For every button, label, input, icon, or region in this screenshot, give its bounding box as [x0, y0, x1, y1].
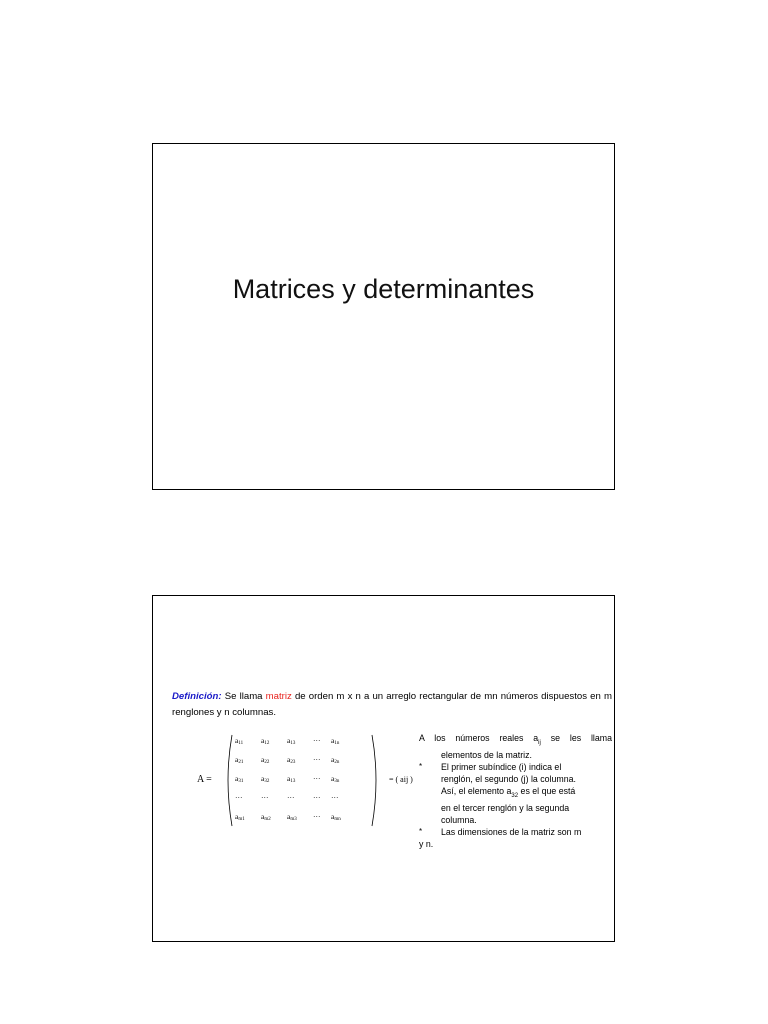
matrix-cell: ···	[313, 736, 321, 745]
matrix-cell: ···	[331, 793, 339, 802]
matrix-cell: $a_{1n}$	[331, 736, 340, 746]
matrix-cell: ···	[287, 793, 295, 802]
notes-b1-l3a: Así, el elemento a	[441, 785, 512, 796]
notes-bullet-1-line-3	[419, 785, 612, 802]
matrix-cell: ···	[313, 755, 321, 764]
matrix-cell: ···	[261, 793, 269, 802]
matrix-cell: $a_{mn}$	[331, 812, 341, 822]
notes-intro-a: A los números reales a	[419, 733, 539, 743]
matrix-row	[235, 755, 375, 774]
matrix-cell: ···	[313, 774, 321, 783]
definition-term: Definición:	[172, 691, 222, 702]
matrix-cell: $a_{m2}$	[261, 812, 271, 822]
notes-intro-sub: ij	[538, 739, 541, 746]
matrix-cell: ···	[235, 793, 243, 802]
matrix-cell: $a_{32}$	[261, 774, 270, 784]
definition-text-b: de orden m x n a un arreglo rectangular de mn números dispuestos en m renglones y n columnas.	[172, 691, 612, 718]
matrix-figure	[193, 734, 413, 829]
matrix-cell: $a_{m1}$	[235, 812, 245, 822]
matrix-cell: $a_{13}$	[287, 736, 296, 746]
matrix-cell: $a_{3n}$	[331, 774, 340, 784]
notes-b1-l3sub: 32	[511, 792, 519, 799]
notes-intro-continued: elementos de la matriz.	[441, 749, 532, 760]
matrix-cell: $a_{22}$	[261, 755, 270, 765]
notes-bullet-1-line-4: en el tercer renglón y la segunda	[441, 802, 570, 813]
definition-keyword: matriz	[265, 691, 292, 702]
matrix-row	[235, 812, 375, 831]
bullet-star-icon: *	[419, 826, 423, 836]
notes-intro	[419, 732, 612, 749]
matrix-cell: $a_{2n}$	[331, 755, 340, 765]
slide-title: Matrices y determinantes	[232, 274, 535, 304]
notes-bullet-2	[419, 826, 612, 838]
matrix-cell: $a_{12}$	[261, 736, 270, 746]
matrix-cell: $a_{11}$	[235, 736, 244, 746]
matrix-row	[235, 774, 375, 793]
notes-intro-b: se les llama	[540, 733, 612, 743]
matrix-name-label: A =	[197, 774, 212, 785]
definition-paragraph	[172, 689, 612, 721]
matrix-cell: $a_{31}$	[235, 774, 244, 784]
matrix-cell: $a_{21}$	[235, 755, 244, 765]
matrix-equals-label: = ( aij )	[389, 775, 413, 784]
right-parenthesis	[371, 734, 381, 827]
notes-bullet-1-line-1: El primer subíndice (i) indica el	[441, 761, 562, 772]
left-parenthesis	[223, 734, 233, 827]
notes-bullet-1	[419, 761, 612, 773]
notes-bullet-2-line-2: y n.	[419, 838, 434, 849]
slide-definition	[152, 595, 615, 942]
matrix-row	[235, 793, 375, 812]
notes-b1-l3b: es el que está	[518, 785, 576, 796]
matrix-cell: ···	[313, 812, 321, 821]
notes-bullet-2-line-1: Las dimensiones de la matriz son m	[441, 826, 582, 837]
notes-bullet-1-line-2: renglón, el segundo (j) la columna.	[441, 773, 576, 784]
matrix-cell: $a_{23}$	[287, 755, 296, 765]
definition-text-a: Se llama	[221, 691, 266, 702]
matrix-notes	[419, 732, 612, 850]
matrix-cell: $a_{m3}$	[287, 812, 297, 822]
matrix-row	[235, 736, 375, 755]
matrix-cell: ···	[313, 793, 321, 802]
slide-title-page	[152, 143, 615, 490]
notes-bullet-1-line-5: columna.	[441, 814, 477, 825]
matrix-cells	[235, 736, 375, 831]
bullet-star-icon: *	[419, 761, 423, 771]
matrix-cell: $a_{13}$	[287, 774, 296, 784]
